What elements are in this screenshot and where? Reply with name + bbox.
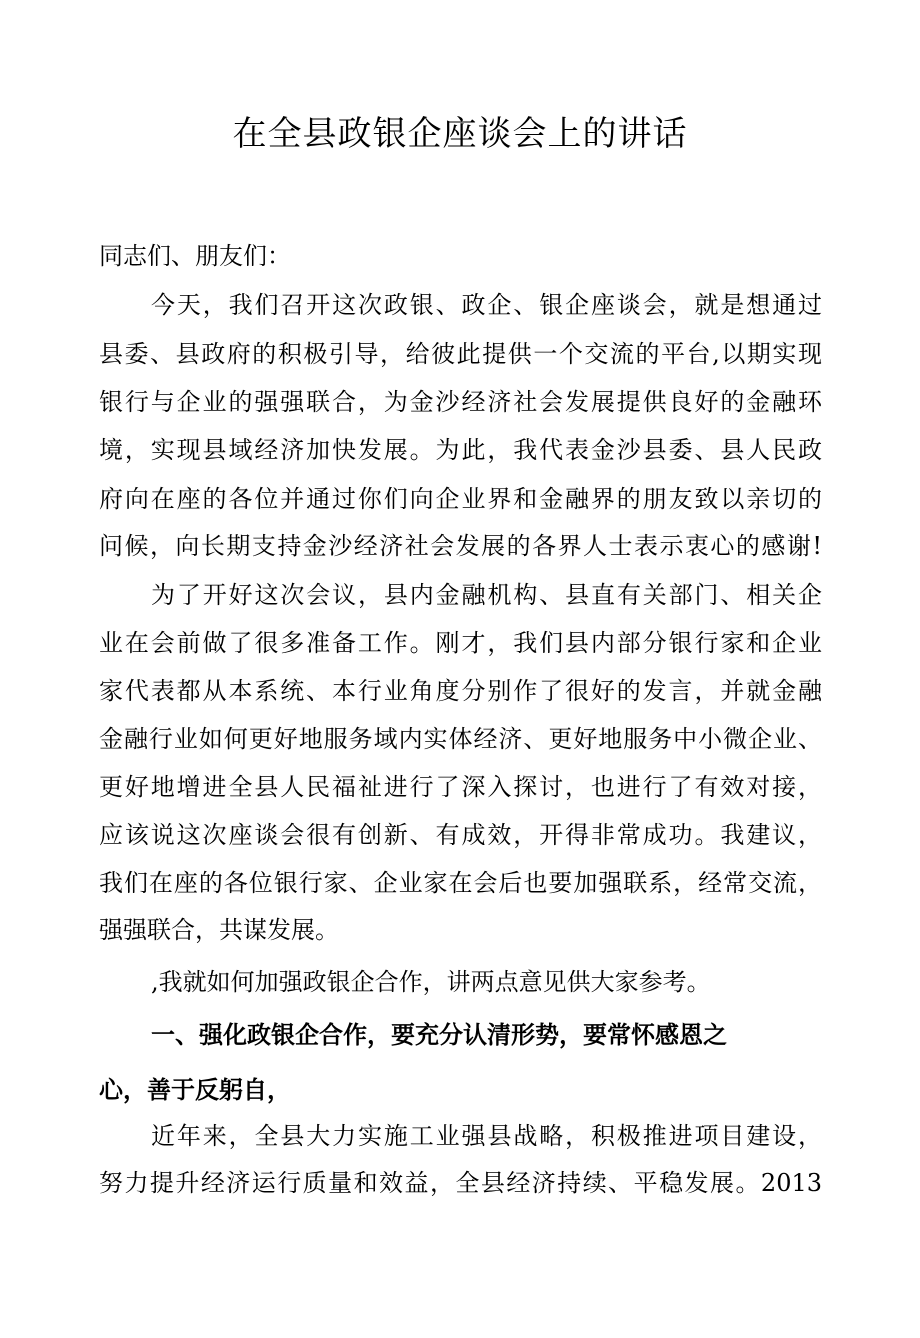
paragraph-line: 为了开好这次会议，县内金融机构、县直有关部门、相关企 xyxy=(151,581,822,609)
paragraph-line: 应该说这次座谈会很有创新、有成效，开得非常成功。我建议， xyxy=(99,821,822,849)
paragraph-line: 强强联合，共谋发展。 xyxy=(99,916,339,944)
paragraph-line: 业在会前做了很多准备工作。刚才，我们县内部分银行家和企业 xyxy=(99,629,822,657)
paragraph-line: 近年来，全县大力实施工业强县战略，积极推进项目建设， xyxy=(151,1122,822,1150)
paragraph-line: 银行与企业的强强联合，为金沙经济社会发展提供良好的金融环 xyxy=(99,388,822,416)
document-title: 在全县政银企座谈会上的讲话 xyxy=(232,114,688,154)
section-heading-continuation: 心，善于反躬自， xyxy=(99,1076,291,1104)
paragraph-line: 府向在座的各位并通过你们向企业界和金融界的朋友致以亲切的 xyxy=(99,485,822,513)
section-heading: 一、强化政银企合作，要充分认清形势，要常怀感恩之 xyxy=(151,1021,727,1049)
paragraph-line: 更好地增进全县人民福祉进行了深入探讨，也进行了有效对接， xyxy=(99,773,822,801)
paragraph-line: 金融行业如何更好地服务域内实体经济、更好地服务中小微企业、 xyxy=(99,725,822,753)
paragraph-line: 努力提升经济运行质量和效益，全县经济持续、平稳发展。2013 xyxy=(99,1169,822,1197)
paragraph-line: 今天，我们召开这次政银、政企、银企座谈会，就是想通过 xyxy=(151,291,822,319)
paragraph-line: 县委、县政府的积极引导，给彼此提供一个交流的平台,以期实现 xyxy=(99,340,822,368)
salutation: 同志们、朋友们： xyxy=(99,242,291,270)
paragraph-line: ,我就如何加强政银企合作，讲两点意见供大家参考。 xyxy=(151,968,711,996)
paragraph-line: 境，实现县域经济加快发展。为此，我代表金沙县委、县人民政 xyxy=(99,436,822,464)
paragraph-line: 家代表都从本系统、本行业角度分别作了很好的发言，并就金融 xyxy=(99,677,822,705)
paragraph-line: 我们在座的各位银行家、企业家在会后也要加强联系，经常交流， xyxy=(99,869,822,897)
paragraph-line: 问候，向长期支持金沙经济社会发展的各界人士表示衷心的感谢! xyxy=(99,532,822,560)
